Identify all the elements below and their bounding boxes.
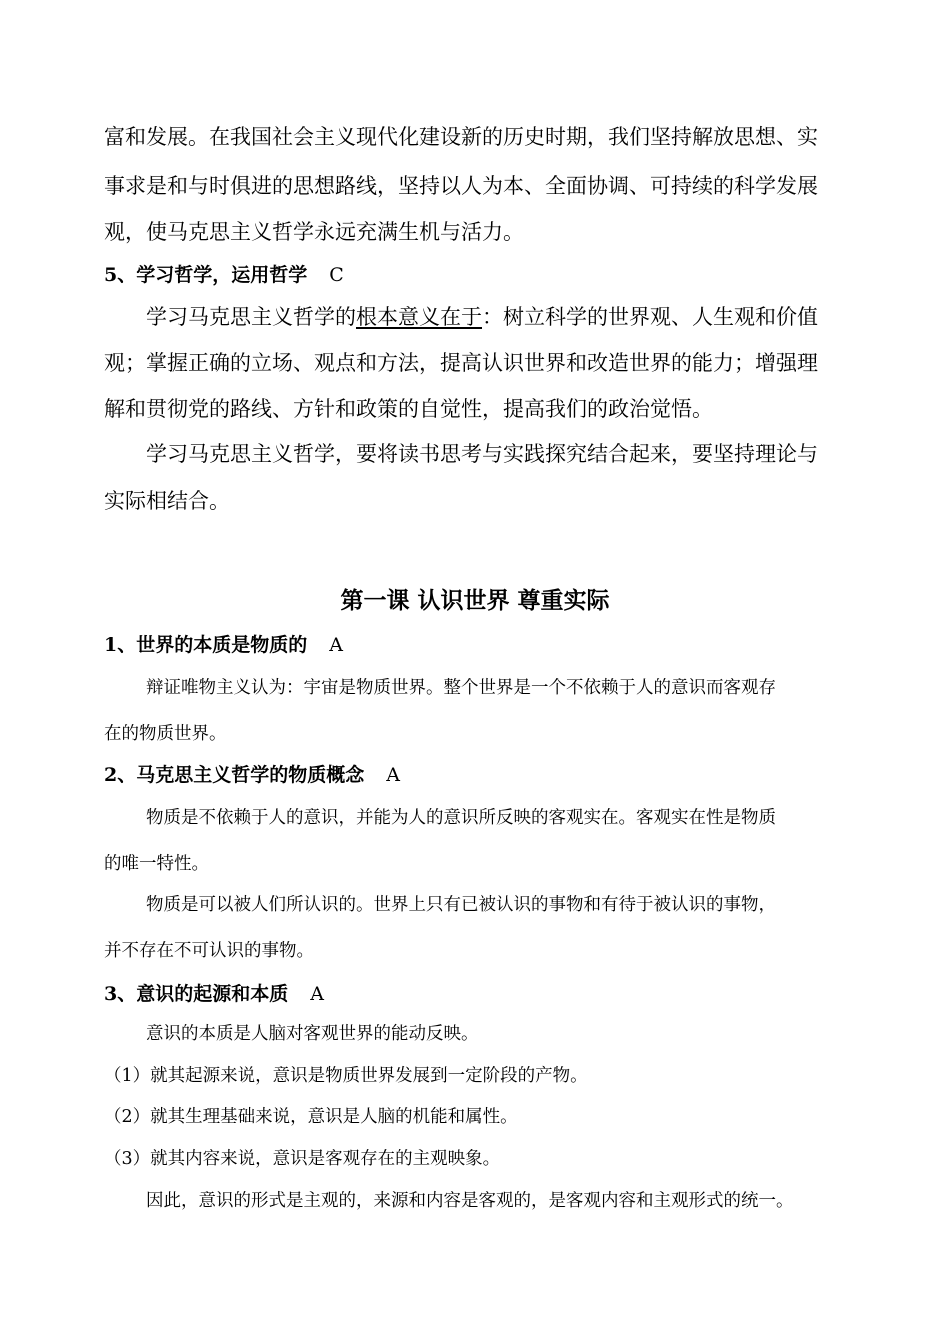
s2-heading-text: 2、马克思主义哲学的物质概念 [104, 764, 365, 786]
section-5-paragraph-1-line-3: 解和贯彻党的路线、方针和政策的自觉性，提高我们的政治觉悟。 [104, 397, 713, 421]
s2-paragraph-2-line-2: 并不存在不可认识的事物。 [104, 941, 314, 961]
section-5-paragraph-1-line-1 [146, 307, 818, 328]
intro-line-2: 事求是和与时俱进的思想路线，坚持以人为本、全面协调、可持续的科学发展 [104, 174, 818, 198]
section-5-p1-post: ：树立科学的世界观、人生观和价值 [482, 305, 818, 329]
s2-paragraph-1-line-1: 物质是不依赖于人的意识，并能为人的意识所反映的客观实在。客观实在性是物质 [146, 808, 776, 828]
section-5-p1-underlined: 根本意义在于 [356, 305, 482, 329]
s3-heading-text: 3、意识的起源和本质 [104, 983, 289, 1005]
section-5-heading-text: 5、学习哲学，运用哲学 [104, 264, 308, 286]
s2-grade: A [386, 764, 400, 786]
section-5-paragraph-2-line-2: 实际相结合。 [104, 489, 230, 513]
s1-heading [104, 636, 343, 655]
s3-grade: A [310, 983, 324, 1005]
s2-heading [104, 766, 400, 785]
section-5-paragraph-2-line-1: 学习马克思主义哲学，要将读书思考与实践探究结合起来，要坚持理论与 [146, 442, 818, 466]
section-5-grade: C [329, 264, 344, 286]
s3-conclusion: 因此，意识的形式是主观的，来源和内容是客观的，是客观内容和主观形式的统一。 [146, 1191, 794, 1211]
s3-intro: 意识的本质是人脑对客观世界的能动反映。 [146, 1024, 479, 1044]
s3-list-item-2: （2）就其生理基础来说，意识是人脑的机能和属性。 [104, 1107, 518, 1127]
lesson-title: 第一课 认识世界 尊重实际 [340, 587, 610, 614]
s1-line-1: 辩证唯物主义认为：宇宙是物质世界。整个世界是一个不依赖于人的意识而客观存 [146, 678, 776, 698]
intro-line-1: 富和发展。在我国社会主义现代化建设新的历史时期，我们坚持解放思想、实 [104, 125, 818, 149]
s1-heading-text: 1、世界的本质是物质的 [104, 634, 308, 656]
s3-list-item-3: （3）就其内容来说，意识是客观存在的主观映象。 [104, 1149, 501, 1169]
s3-heading [104, 985, 324, 1004]
s3-list-item-1: （1）就其起源来说，意识是物质世界发展到一定阶段的产物。 [104, 1066, 588, 1086]
s1-line-2: 在的物质世界。 [104, 724, 227, 744]
section-5-heading [104, 266, 344, 285]
s2-paragraph-2-line-1: 物质是可以被人们所认识的。世界上只有已被认识的事物和有待于被认识的事物， [146, 895, 776, 915]
intro-line-3: 观，使马克思主义哲学永远充满生机与活力。 [104, 220, 524, 244]
section-5-paragraph-1-line-2: 观；掌握正确的立场、观点和方法，提高认识世界和改造世界的能力；增强理 [104, 351, 818, 375]
s2-paragraph-1-line-2: 的唯一特性。 [104, 854, 209, 874]
section-5-p1-pre: 学习马克思主义哲学的 [146, 305, 356, 329]
s1-grade: A [329, 634, 343, 656]
